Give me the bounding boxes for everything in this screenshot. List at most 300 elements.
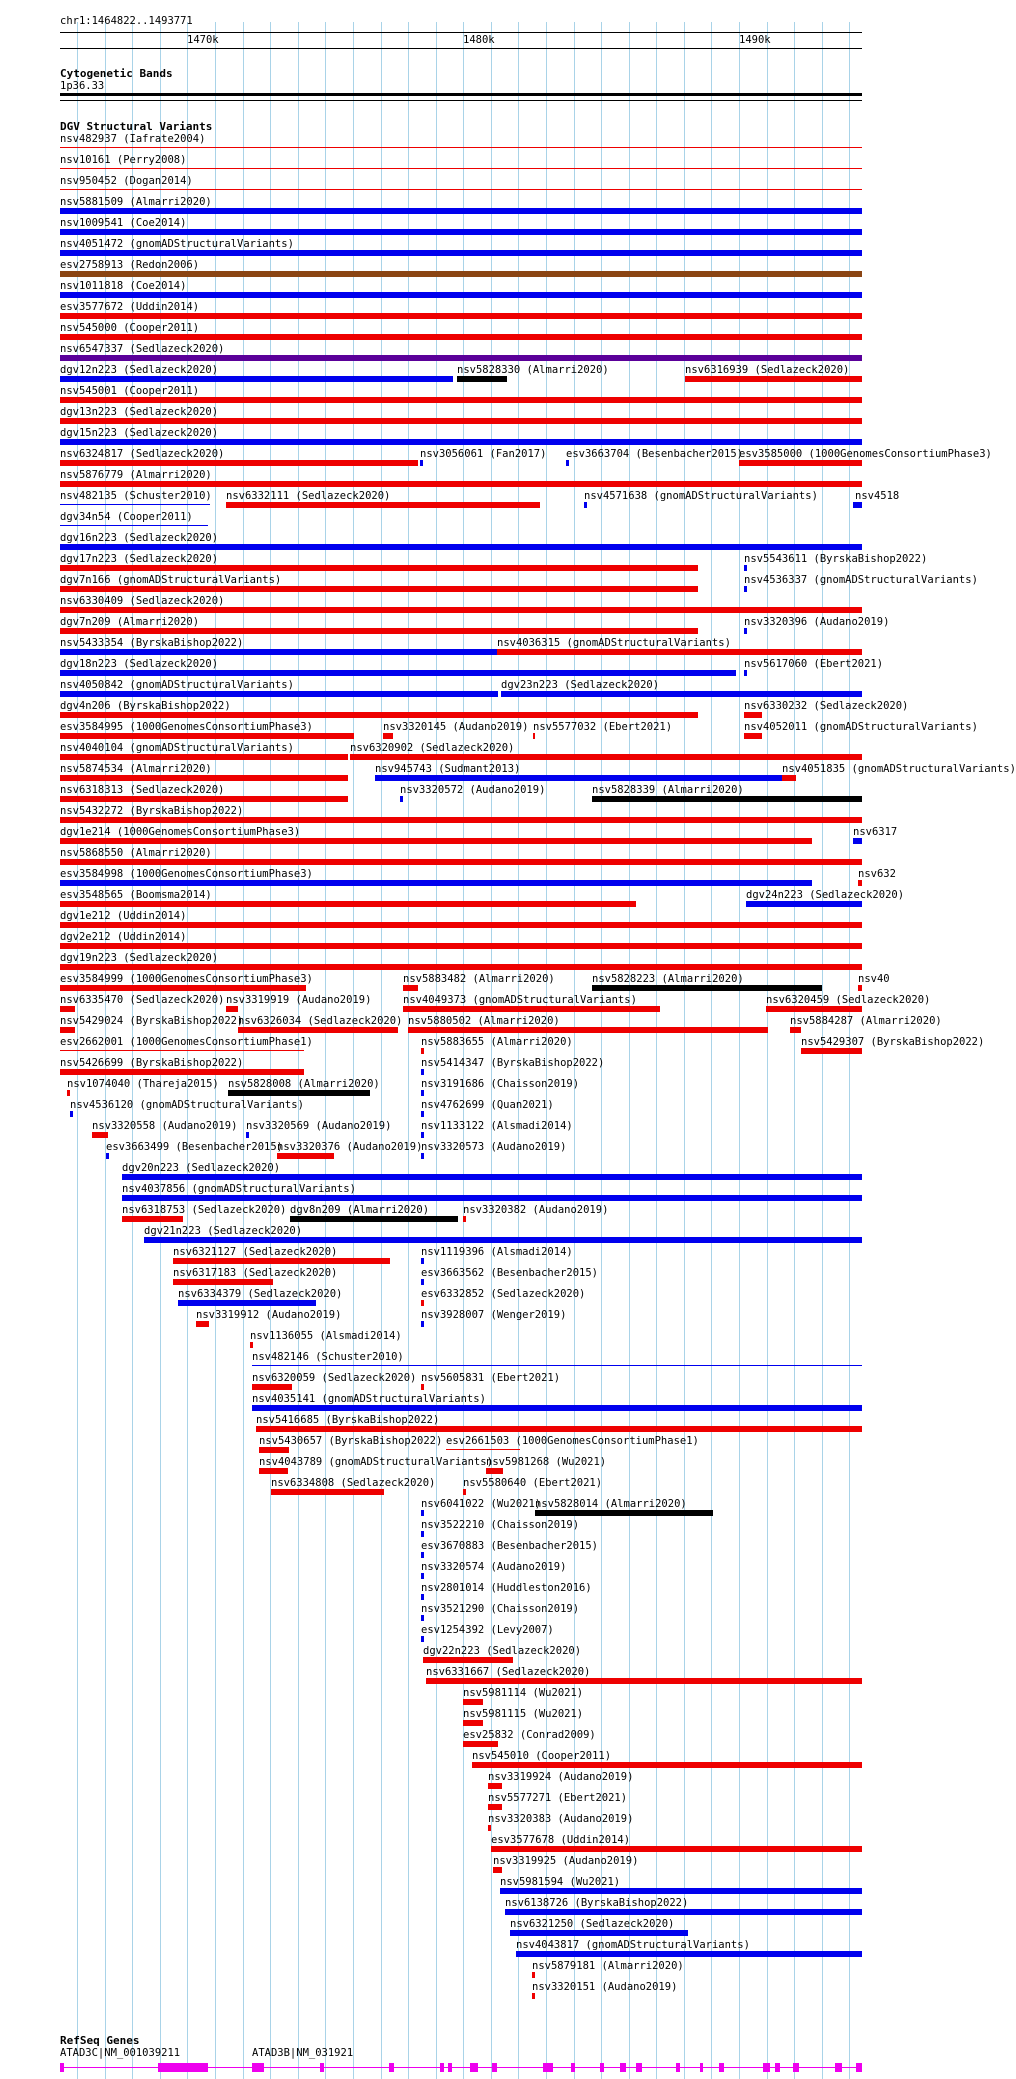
variant-label[interactable]: nsv4536337 (gnomADStructuralVariants): [744, 574, 978, 586]
variant-feature[interactable]: [744, 586, 747, 592]
variant-label[interactable]: dgv12n223 (Sedlazeck2020): [60, 364, 219, 376]
variant-label[interactable]: nsv3522210 (Chaisson2019): [421, 1519, 580, 1531]
variant-label[interactable]: nsv4043789 (gnomADStructuralVariants): [259, 1456, 493, 1468]
variant-label[interactable]: nsv3521290 (Chaisson2019): [421, 1603, 580, 1615]
variant-label[interactable]: nsv4571638 (gnomADStructuralVariants): [584, 490, 818, 502]
variant-feature[interactable]: [60, 880, 812, 886]
variant-label[interactable]: nsv5429024 (ByrskaBishop2022): [60, 1015, 244, 1027]
variant-label[interactable]: nsv5433354 (ByrskaBishop2022): [60, 637, 244, 649]
variant-label[interactable]: dgv13n223 (Sedlazeck2020): [60, 406, 219, 418]
variant-label[interactable]: nsv6317: [853, 826, 898, 838]
variant-feature[interactable]: [463, 1216, 466, 1222]
variant-label[interactable]: nsv5828339 (Almarri2020): [592, 784, 744, 796]
variant-label[interactable]: nsv545010 (Cooper2011): [472, 1750, 612, 1762]
variant-label[interactable]: nsv4040104 (gnomADStructuralVariants): [60, 742, 294, 754]
gene-exon[interactable]: [60, 2063, 64, 2072]
variant-label[interactable]: esv3670883 (Besenbacher2015): [421, 1540, 599, 1552]
variant-feature[interactable]: [420, 460, 423, 466]
variant-label[interactable]: nsv3319919 (Audano2019): [226, 994, 372, 1006]
variant-label[interactable]: nsv5617060 (Ebert2021): [744, 658, 884, 670]
variant-label[interactable]: nsv3320396 (Audano2019): [744, 616, 890, 628]
variant-label[interactable]: nsv3319924 (Audano2019): [488, 1771, 634, 1783]
variant-feature[interactable]: [350, 754, 862, 760]
variant-label[interactable]: nsv3320383 (Audano2019): [488, 1813, 634, 1825]
variant-feature[interactable]: [421, 1153, 424, 1159]
variant-label[interactable]: dgv7n209 (Almarri2020): [60, 616, 200, 628]
variant-label[interactable]: nsv4049373 (gnomADStructuralVariants): [403, 994, 637, 1006]
variant-feature[interactable]: [421, 1279, 424, 1285]
variant-label[interactable]: dgv17n223 (Sedlazeck2020): [60, 553, 219, 565]
variant-feature[interactable]: [67, 1090, 70, 1096]
variant-label[interactable]: nsv5432272 (ByrskaBishop2022): [60, 805, 244, 817]
variant-label[interactable]: dgv2e212 (Uddin2014): [60, 931, 187, 943]
variant-feature[interactable]: [858, 880, 862, 886]
variant-feature[interactable]: [426, 1678, 862, 1684]
variant-feature[interactable]: [60, 586, 698, 592]
variant-feature[interactable]: [60, 334, 862, 340]
variant-label[interactable]: nsv3320574 (Audano2019): [421, 1561, 567, 1573]
variant-label[interactable]: esv6332852 (Sedlazeck2020): [421, 1288, 586, 1300]
variant-feature[interactable]: [744, 733, 762, 739]
variant-feature[interactable]: [122, 1174, 862, 1180]
variant-label[interactable]: nsv4035141 (gnomADStructuralVariants): [252, 1393, 486, 1405]
variant-label[interactable]: nsv3928007 (Wenger2019): [421, 1309, 567, 1321]
variant-feature[interactable]: [421, 1510, 424, 1516]
variant-label[interactable]: nsv3320382 (Audano2019): [463, 1204, 609, 1216]
variant-label[interactable]: nsv632: [858, 868, 896, 880]
variant-label[interactable]: nsv6330232 (Sedlazeck2020): [744, 700, 909, 712]
variant-label[interactable]: nsv3191686 (Chaisson2019): [421, 1078, 580, 1090]
variant-label[interactable]: nsv5981268 (Wu2021): [486, 1456, 607, 1468]
variant-label[interactable]: nsv6334808 (Sedlazeck2020): [271, 1477, 436, 1489]
variant-feature[interactable]: [421, 1552, 424, 1558]
variant-label[interactable]: nsv5874534 (Almarri2020): [60, 763, 212, 775]
variant-label[interactable]: nsv5883655 (Almarri2020): [421, 1036, 573, 1048]
variant-label[interactable]: nsv6320459 (Sedlazeck2020): [766, 994, 931, 1006]
gene-exon[interactable]: [252, 2063, 264, 2072]
variant-label[interactable]: nsv4037856 (gnomADStructuralVariants): [122, 1183, 356, 1195]
variant-feature[interactable]: [60, 1027, 75, 1033]
gene-exon[interactable]: [492, 2063, 497, 2072]
variant-label[interactable]: nsv4051472 (gnomADStructuralVariants): [60, 238, 294, 250]
variant-feature[interactable]: [60, 525, 208, 526]
variant-feature[interactable]: [60, 901, 636, 907]
variant-feature[interactable]: [60, 943, 862, 949]
variant-label[interactable]: nsv6326034 (Sedlazeck2020): [238, 1015, 403, 1027]
variant-feature[interactable]: [421, 1615, 424, 1621]
variant-feature[interactable]: [122, 1195, 862, 1201]
variant-label[interactable]: nsv5828008 (Almarri2020): [228, 1078, 380, 1090]
variant-feature[interactable]: [497, 649, 862, 655]
variant-label[interactable]: nsv3320145 (Audano2019): [383, 721, 529, 733]
gene-exon[interactable]: [440, 2063, 444, 2072]
variant-feature[interactable]: [60, 817, 862, 823]
variant-feature[interactable]: [533, 733, 535, 739]
variant-feature[interactable]: [60, 649, 497, 655]
gene-label-atad3b[interactable]: ATAD3B|NM_031921: [252, 2047, 354, 2059]
variant-feature[interactable]: [60, 670, 736, 676]
variant-label[interactable]: nsv3319912 (Audano2019): [196, 1309, 342, 1321]
variant-feature[interactable]: [70, 1111, 73, 1117]
gene-exon[interactable]: [676, 2063, 680, 2072]
variant-label[interactable]: nsv3320573 (Audano2019): [421, 1141, 567, 1153]
variant-label[interactable]: nsv3320572 (Audano2019): [400, 784, 546, 796]
variant-feature[interactable]: [259, 1468, 288, 1474]
variant-label[interactable]: nsv4043817 (gnomADStructuralVariants): [516, 1939, 750, 1951]
variant-feature[interactable]: [252, 1405, 862, 1411]
variant-label[interactable]: nsv545001 (Cooper2011): [60, 385, 200, 397]
variant-label[interactable]: esv3584999 (1000GenomesConsortiumPhase3): [60, 973, 313, 985]
variant-label[interactable]: nsv482135 (Schuster2010): [60, 490, 212, 502]
variant-feature[interactable]: [685, 376, 862, 382]
variant-label[interactable]: nsv5879181 (Almarri2020): [532, 1960, 684, 1972]
variant-feature[interactable]: [500, 1888, 862, 1894]
variant-feature[interactable]: [60, 733, 354, 739]
variant-feature[interactable]: [196, 1321, 209, 1327]
variant-label[interactable]: dgv22n223 (Sedlazeck2020): [423, 1645, 582, 1657]
variant-feature[interactable]: [252, 1365, 862, 1366]
variant-feature[interactable]: [106, 1153, 109, 1159]
variant-label[interactable]: dgv23n223 (Sedlazeck2020): [501, 679, 660, 691]
variant-label[interactable]: nsv5430657 (ByrskaBishop2022): [259, 1435, 443, 1447]
variant-label[interactable]: dgv21n223 (Sedlazeck2020): [144, 1225, 303, 1237]
variant-feature[interactable]: [144, 1237, 862, 1243]
variant-feature[interactable]: [463, 1489, 466, 1495]
variant-feature[interactable]: [421, 1258, 424, 1264]
variant-feature[interactable]: [271, 1489, 384, 1495]
variant-label[interactable]: nsv1074040 (Thareja2015): [67, 1078, 219, 1090]
variant-label[interactable]: nsv6318753 (Sedlazeck2020): [122, 1204, 287, 1216]
gene-exon[interactable]: [320, 2063, 324, 2072]
variant-feature[interactable]: [400, 796, 403, 802]
variant-label[interactable]: dgv19n223 (Sedlazeck2020): [60, 952, 219, 964]
variant-label[interactable]: nsv6332111 (Sedlazeck2020): [226, 490, 391, 502]
gene-exon[interactable]: [763, 2063, 770, 2072]
variant-label[interactable]: esv3585000 (1000GenomesConsortiumPhase3): [739, 448, 992, 460]
variant-feature[interactable]: [60, 271, 862, 277]
variant-label[interactable]: nsv3319925 (Audano2019): [493, 1855, 639, 1867]
variant-label[interactable]: nsv5883482 (Almarri2020): [403, 973, 555, 985]
variant-label[interactable]: nsv3320569 (Audano2019): [246, 1120, 392, 1132]
variant-feature[interactable]: [505, 1909, 862, 1915]
variant-feature[interactable]: [290, 1216, 458, 1222]
variant-label[interactable]: nsv5426699 (ByrskaBishop2022): [60, 1057, 244, 1069]
variant-feature[interactable]: [486, 1468, 503, 1474]
variant-label[interactable]: nsv6330409 (Sedlazeck2020): [60, 595, 225, 607]
variant-label[interactable]: nsv482937 (Iafrate2004): [60, 133, 206, 145]
variant-feature[interactable]: [60, 147, 862, 148]
variant-label[interactable]: nsv5981114 (Wu2021): [463, 1687, 584, 1699]
variant-feature[interactable]: [60, 229, 862, 235]
variant-label[interactable]: nsv6041022 (Wu2021): [421, 1498, 542, 1510]
gene-exon[interactable]: [793, 2063, 799, 2072]
variant-label[interactable]: nsv5605831 (Ebert2021): [421, 1372, 561, 1384]
variant-label[interactable]: esv3663562 (Besenbacher2015): [421, 1267, 599, 1279]
variant-feature[interactable]: [858, 985, 862, 991]
variant-label[interactable]: nsv2801014 (Huddleston2016): [421, 1582, 592, 1594]
variant-feature[interactable]: [246, 1132, 249, 1138]
variant-label[interactable]: dgv20n223 (Sedlazeck2020): [122, 1162, 281, 1174]
variant-feature[interactable]: [60, 250, 862, 256]
variant-feature[interactable]: [403, 985, 418, 991]
variant-feature[interactable]: [463, 1720, 483, 1726]
variant-feature[interactable]: [421, 1321, 424, 1327]
variant-label[interactable]: nsv3320151 (Audano2019): [532, 1981, 678, 1993]
variant-feature[interactable]: [60, 838, 812, 844]
variant-feature[interactable]: [421, 1090, 424, 1096]
variant-label[interactable]: nsv6318313 (Sedlazeck2020): [60, 784, 225, 796]
variant-feature[interactable]: [592, 985, 822, 991]
variant-feature[interactable]: [173, 1258, 390, 1264]
variant-label[interactable]: esv2661503 (1000GenomesConsortiumPhase1): [446, 1435, 699, 1447]
variant-feature[interactable]: [472, 1762, 862, 1768]
variant-feature[interactable]: [790, 1027, 801, 1033]
gene-exon[interactable]: [543, 2063, 553, 2072]
variant-feature[interactable]: [60, 691, 498, 697]
variant-label[interactable]: nsv5580640 (Ebert2021): [463, 1477, 603, 1489]
variant-feature[interactable]: [493, 1867, 502, 1873]
variant-label[interactable]: nsv5828014 (Almarri2020): [535, 1498, 687, 1510]
variant-label[interactable]: nsv5577032 (Ebert2021): [533, 721, 673, 733]
variant-label[interactable]: nsv6547337 (Sedlazeck2020): [60, 343, 225, 355]
variant-feature[interactable]: [744, 712, 762, 718]
variant-label[interactable]: nsv3056061 (Fan2017): [420, 448, 547, 460]
variant-feature[interactable]: [60, 1069, 304, 1075]
variant-feature[interactable]: [60, 460, 418, 466]
variant-label[interactable]: nsv5981115 (Wu2021): [463, 1708, 584, 1720]
variant-feature[interactable]: [853, 502, 862, 508]
variant-feature[interactable]: [408, 1027, 768, 1033]
variant-feature[interactable]: [421, 1048, 424, 1054]
variant-label[interactable]: nsv1119396 (Alsmadi2014): [421, 1246, 573, 1258]
variant-feature[interactable]: [421, 1636, 424, 1642]
variant-feature[interactable]: [739, 460, 862, 466]
gene-label-atad3c[interactable]: ATAD3C|NM_001039211: [60, 2047, 181, 2059]
variant-label[interactable]: nsv6321127 (Sedlazeck2020): [173, 1246, 338, 1258]
variant-label[interactable]: nsv1133122 (Alsmadi2014): [421, 1120, 573, 1132]
variant-feature[interactable]: [60, 376, 453, 382]
variant-label[interactable]: esv2758913 (Redon2006): [60, 259, 200, 271]
variant-feature[interactable]: [744, 565, 747, 571]
variant-label[interactable]: nsv4051835 (gnomADStructuralVariants): [782, 763, 1016, 775]
variant-feature[interactable]: [60, 712, 698, 718]
variant-label[interactable]: nsv10161 (Perry2008): [60, 154, 187, 166]
variant-label[interactable]: nsv5577271 (Ebert2021): [488, 1792, 628, 1804]
gene-exon[interactable]: [719, 2063, 724, 2072]
variant-feature[interactable]: [421, 1573, 424, 1579]
variant-label[interactable]: nsv950452 (Dogan2014): [60, 175, 193, 187]
variant-feature[interactable]: [60, 922, 862, 928]
variant-label[interactable]: nsv1009541 (Coe2014): [60, 217, 187, 229]
variant-feature[interactable]: [423, 1657, 513, 1663]
variant-feature[interactable]: [60, 565, 698, 571]
variant-label[interactable]: dgv24n223 (Sedlazeck2020): [746, 889, 905, 901]
variant-feature[interactable]: [766, 1006, 862, 1012]
gene-exon[interactable]: [700, 2063, 703, 2072]
variant-feature[interactable]: [535, 1510, 713, 1516]
variant-feature[interactable]: [375, 775, 782, 781]
variant-feature[interactable]: [421, 1300, 424, 1306]
variant-label[interactable]: nsv545000 (Cooper2011): [60, 322, 200, 334]
variant-label[interactable]: esv3663499 (Besenbacher2015): [106, 1141, 284, 1153]
gene-exon[interactable]: [835, 2063, 842, 2072]
variant-feature[interactable]: [744, 628, 747, 634]
gene-exon[interactable]: [636, 2063, 642, 2072]
variant-feature[interactable]: [584, 502, 587, 508]
variant-label[interactable]: nsv6321250 (Sedlazeck2020): [510, 1918, 675, 1930]
variant-feature[interactable]: [532, 1993, 535, 1999]
variant-feature[interactable]: [60, 1050, 304, 1051]
variant-feature[interactable]: [60, 418, 862, 424]
variant-label[interactable]: nsv3320376 (Audano2019): [277, 1141, 423, 1153]
variant-label[interactable]: dgv34n54 (Cooper2011): [60, 511, 193, 523]
variant-feature[interactable]: [782, 775, 796, 781]
variant-label[interactable]: nsv1011818 (Coe2014): [60, 280, 187, 292]
variant-feature[interactable]: [421, 1111, 424, 1117]
variant-label[interactable]: esv3584995 (1000GenomesConsortiumPhase3): [60, 721, 313, 733]
gene-exon[interactable]: [470, 2063, 478, 2072]
variant-feature[interactable]: [463, 1699, 483, 1705]
variant-label[interactable]: dgv1e214 (1000GenomesConsortiumPhase3): [60, 826, 301, 838]
variant-feature[interactable]: [516, 1951, 862, 1957]
variant-label[interactable]: dgv7n166 (gnomADStructuralVariants): [60, 574, 282, 586]
variant-feature[interactable]: [383, 733, 393, 739]
variant-label[interactable]: esv3584998 (1000GenomesConsortiumPhase3): [60, 868, 313, 880]
variant-feature[interactable]: [173, 1279, 273, 1285]
variant-feature[interactable]: [60, 607, 862, 613]
variant-feature[interactable]: [60, 859, 862, 865]
variant-label[interactable]: esv3663704 (Besenbacher2015): [566, 448, 744, 460]
gene-exon[interactable]: [158, 2063, 208, 2072]
variant-feature[interactable]: [532, 1972, 535, 1978]
variant-label[interactable]: nsv4036315 (gnomADStructuralVariants): [497, 637, 731, 649]
variant-label[interactable]: nsv5981594 (Wu2021): [500, 1876, 621, 1888]
variant-label[interactable]: nsv945743 (Sudmant2013): [375, 763, 521, 775]
variant-feature[interactable]: [801, 1048, 862, 1054]
variant-label[interactable]: esv2662001 (1000GenomesConsortiumPhase1): [60, 1036, 313, 1048]
variant-feature[interactable]: [60, 796, 348, 802]
variant-feature[interactable]: [60, 544, 862, 550]
variant-label[interactable]: nsv4050842 (gnomADStructuralVariants): [60, 679, 294, 691]
variant-label[interactable]: nsv5884287 (Almarri2020): [790, 1015, 942, 1027]
variant-label[interactable]: nsv6138726 (ByrskaBishop2022): [505, 1897, 689, 1909]
variant-label[interactable]: nsv4052011 (gnomADStructuralVariants): [744, 721, 978, 733]
variant-label[interactable]: nsv4762699 (Quan2021): [421, 1099, 554, 1111]
variant-feature[interactable]: [250, 1342, 253, 1348]
variant-feature[interactable]: [60, 1006, 75, 1012]
variant-feature[interactable]: [421, 1531, 424, 1537]
variant-feature[interactable]: [178, 1300, 316, 1306]
variant-label[interactable]: dgv1e212 (Uddin2014): [60, 910, 187, 922]
variant-label[interactable]: nsv5876779 (Almarri2020): [60, 469, 212, 481]
variant-label[interactable]: nsv3320558 (Audano2019): [92, 1120, 238, 1132]
variant-label[interactable]: nsv5416685 (ByrskaBishop2022): [256, 1414, 440, 1426]
variant-feature[interactable]: [501, 691, 862, 697]
variant-feature[interactable]: [256, 1426, 862, 1432]
variant-feature[interactable]: [60, 292, 862, 298]
gene-exon[interactable]: [856, 2063, 862, 2072]
variant-feature[interactable]: [60, 775, 348, 781]
variant-feature[interactable]: [60, 355, 862, 361]
variant-label[interactable]: esv3548565 (Boomsma2014): [60, 889, 212, 901]
variant-feature[interactable]: [60, 628, 698, 634]
cytoband-bar[interactable]: [60, 93, 862, 96]
variant-label[interactable]: dgv18n223 (Sedlazeck2020): [60, 658, 219, 670]
variant-label[interactable]: nsv5414347 (ByrskaBishop2022): [421, 1057, 605, 1069]
variant-label[interactable]: nsv5543611 (ByrskaBishop2022): [744, 553, 928, 565]
variant-feature[interactable]: [60, 208, 862, 214]
variant-feature[interactable]: [491, 1846, 862, 1852]
variant-label[interactable]: nsv5880502 (Almarri2020): [408, 1015, 560, 1027]
variant-feature[interactable]: [60, 189, 862, 190]
variant-feature[interactable]: [60, 313, 862, 319]
variant-feature[interactable]: [252, 1384, 292, 1390]
variant-label[interactable]: nsv5828330 (Almarri2020): [457, 364, 609, 376]
variant-feature[interactable]: [60, 964, 862, 970]
variant-feature[interactable]: [421, 1132, 424, 1138]
variant-feature[interactable]: [488, 1825, 491, 1831]
variant-label[interactable]: nsv6320902 (Sedlazeck2020): [350, 742, 515, 754]
variant-feature[interactable]: [228, 1090, 370, 1096]
variant-feature[interactable]: [488, 1804, 502, 1810]
variant-label[interactable]: nsv6335470 (Sedlazeck2020): [60, 994, 225, 1006]
variant-feature[interactable]: [60, 754, 348, 760]
variant-label[interactable]: nsv5881509 (Almarri2020): [60, 196, 212, 208]
variant-feature[interactable]: [259, 1447, 289, 1453]
gene-exon[interactable]: [600, 2063, 604, 2072]
variant-feature[interactable]: [421, 1594, 424, 1600]
variant-label[interactable]: nsv6320059 (Sedlazeck2020): [252, 1372, 417, 1384]
variant-feature[interactable]: [122, 1216, 183, 1222]
variant-feature[interactable]: [277, 1153, 334, 1159]
variant-label[interactable]: nsv5429307 (ByrskaBishop2022): [801, 1036, 985, 1048]
variant-feature[interactable]: [510, 1930, 688, 1936]
variant-feature[interactable]: [592, 796, 862, 802]
variant-feature[interactable]: [60, 439, 862, 445]
variant-feature[interactable]: [238, 1027, 398, 1033]
variant-feature[interactable]: [488, 1783, 502, 1789]
variant-label[interactable]: nsv6324817 (Sedlazeck2020): [60, 448, 225, 460]
variant-feature[interactable]: [60, 168, 862, 169]
variant-feature[interactable]: [403, 1006, 660, 1012]
variant-feature[interactable]: [60, 985, 306, 991]
variant-feature[interactable]: [60, 504, 210, 505]
variant-feature[interactable]: [566, 460, 569, 466]
variant-feature[interactable]: [92, 1132, 108, 1138]
variant-label[interactable]: nsv4536120 (gnomADStructuralVariants): [70, 1099, 304, 1111]
variant-label[interactable]: nsv6317183 (Sedlazeck2020): [173, 1267, 338, 1279]
variant-label[interactable]: dgv8n209 (Almarri2020): [290, 1204, 430, 1216]
variant-label[interactable]: dgv4n206 (ByrskaBishop2022): [60, 700, 231, 712]
variant-label[interactable]: dgv16n223 (Sedlazeck2020): [60, 532, 219, 544]
variant-label[interactable]: nsv6331667 (Sedlazeck2020): [426, 1666, 591, 1678]
gene-exon[interactable]: [620, 2063, 626, 2072]
gene-exon[interactable]: [775, 2063, 780, 2072]
variant-feature[interactable]: [746, 901, 862, 907]
variant-label[interactable]: nsv482146 (Schuster2010): [252, 1351, 404, 1363]
variant-feature[interactable]: [60, 397, 862, 403]
variant-feature[interactable]: [421, 1069, 424, 1075]
variant-feature[interactable]: [421, 1384, 424, 1390]
variant-label[interactable]: esv1254392 (Levy2007): [421, 1624, 554, 1636]
variant-label[interactable]: nsv5828223 (Almarri2020): [592, 973, 744, 985]
gene-exon[interactable]: [389, 2063, 394, 2072]
gene-exon[interactable]: [571, 2063, 575, 2072]
variant-feature[interactable]: [226, 502, 540, 508]
variant-label[interactable]: nsv6334379 (Sedlazeck2020): [178, 1288, 343, 1300]
variant-label[interactable]: dgv15n223 (Sedlazeck2020): [60, 427, 219, 439]
variant-label[interactable]: esv25832 (Conrad2009): [463, 1729, 596, 1741]
